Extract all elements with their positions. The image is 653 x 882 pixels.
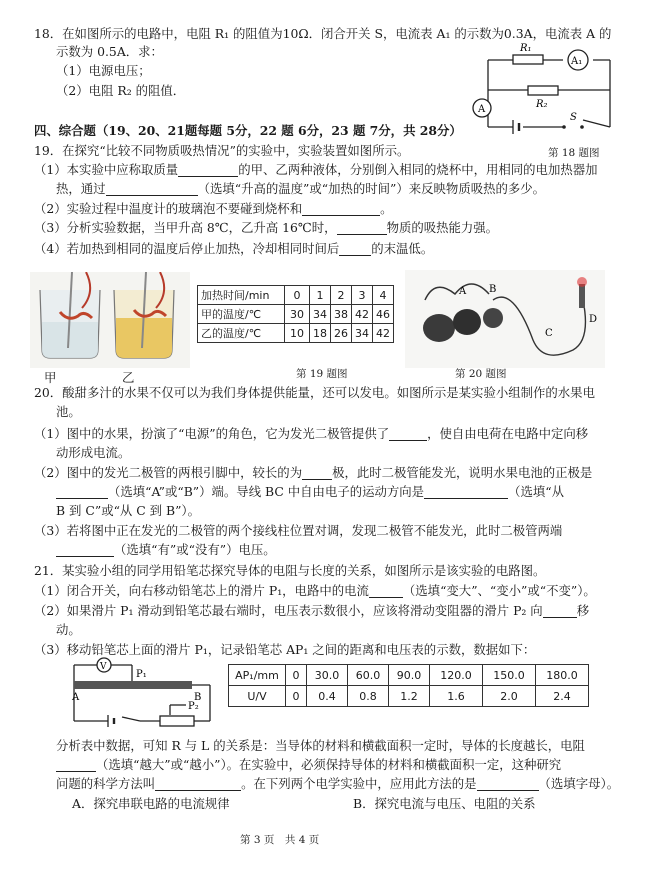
table-cell: U/V	[229, 686, 286, 707]
q21-analysis-line1: 分析表中数据，可知 R 与 L 的关系是：当导体的材料和横截面积一定时，导体的长度越长，电阻	[56, 738, 585, 753]
blank[interactable]	[369, 585, 403, 598]
table-cell: 3	[352, 286, 373, 305]
q20-s2-text-b: 极，此时二极管能发光，说明水果电池的正极是	[332, 465, 593, 480]
table-cell: 120.0	[430, 665, 483, 686]
blank[interactable]	[56, 759, 96, 772]
table-cell: 60.0	[348, 665, 389, 686]
q18-label-r1: R₁	[520, 43, 532, 54]
q21-s2-text-a: （2）如果滑片 P₁ 滑动到铅笔芯最右端时，电压表示数很小，应该将滑动变阻器的滑片 P₂ 向	[34, 603, 543, 618]
q21-analysis-text-e: （选填字母）。	[538, 776, 620, 791]
blank[interactable]	[302, 203, 380, 216]
q19-head: 19．在探究“比较不同物质吸热情况”的实验中，实验装置如图所示。	[34, 143, 410, 158]
q19-beaker-a-label: 甲	[44, 370, 57, 385]
q20-fruit-battery-photo	[405, 270, 605, 368]
q19-s2-text-a: （2）实验过程中温度计的玻璃泡不要碰到烧杯和	[34, 201, 303, 216]
table-cell: 42	[373, 324, 394, 343]
q20-s2-line3: B 到 C”或“从 C 到 B”）。	[56, 503, 201, 518]
table-cell: 18	[310, 324, 331, 343]
q19-s1-text-a: （1）本实验中应称取质量	[34, 162, 179, 177]
table-cell: 34	[310, 305, 331, 324]
q19-beakers-photo	[30, 272, 190, 368]
q20-label-b: B	[489, 284, 497, 295]
table-cell: 46	[373, 305, 394, 324]
q21-label-p2: P₂	[188, 701, 199, 712]
q21-label-v: V	[100, 662, 107, 672]
q21-s2-line1	[34, 604, 589, 618]
q19-s4	[34, 242, 433, 256]
table-cell: 34	[352, 324, 373, 343]
q21-s1	[34, 584, 596, 598]
q19-s1-line1	[34, 163, 598, 177]
q18-label-r2: R₂	[536, 99, 548, 110]
table-cell: 加热时间/min	[198, 286, 285, 305]
table-row	[229, 686, 589, 707]
q18-label-s: S	[570, 112, 577, 123]
q21-s3: （3）移动铅笔芯上面的滑片 P₁，记录铅笔芯 AP₁ 之间的距离和电压表的示数，数据如下：	[34, 642, 536, 657]
q20-line1: 20．酸甜多汁的水果不仅可以为我们身体提供能量，还可以发电。如图所示是某实验小组制作的水果电	[34, 385, 595, 400]
q20-s2-text-d: （选填“从	[508, 484, 564, 499]
q19-s3-text-a: （3）分析实验数据，当甲升高 8℃，乙升高 16℃时，	[34, 220, 337, 235]
page-footer: 第 3 页 共 4 页	[240, 834, 320, 846]
blank[interactable]	[339, 243, 371, 256]
blank[interactable]	[56, 544, 114, 557]
q20-label-a: A	[459, 286, 467, 297]
q18-circuit-diagram	[468, 40, 628, 140]
q18-line1: 18．在如图所示的电路中，电阻 R₁ 的阻值为10Ω．闭合开关 S，电流表 A₁ 的示数为0.3A，电流表 A 的	[34, 26, 612, 41]
q19-s1-text-b: 的甲、乙两种液体，分别倒入相同的烧杯中，用相同的电加热器加	[238, 162, 598, 177]
q21-s1-text-a: （1）闭合开关，向右移动铅笔芯上的滑片 P₁，电路中的电流	[34, 583, 369, 598]
blank[interactable]	[389, 428, 427, 441]
q21-label-b: B	[194, 692, 202, 703]
q19-data-table	[197, 285, 394, 343]
table-cell: 0	[285, 286, 310, 305]
q19-s2	[34, 202, 392, 216]
table-row	[229, 665, 589, 686]
q19-s1-text-c: 热，通过	[56, 181, 106, 196]
q19-s4-text-b: 的末温低。	[371, 241, 434, 256]
table-cell: 0	[286, 686, 307, 707]
q20-s2-line2	[56, 485, 564, 499]
blank[interactable]	[56, 486, 108, 499]
q19-s1-text-d: （选填“升高的温度”或“加热的时间”）来反映物质吸热的多少。	[197, 181, 546, 196]
table-row	[198, 324, 394, 343]
table-cell: 1	[310, 286, 331, 305]
q18-fig-caption: 第 18 题图	[548, 147, 600, 159]
q19-s2-text-b: 。	[380, 201, 393, 216]
q18-label-a: A	[478, 104, 486, 115]
q21-label-p1: P₁	[136, 669, 147, 680]
table-cell: 甲的温度/℃	[198, 305, 285, 324]
blank[interactable]	[106, 183, 198, 196]
q20-line2: 池。	[56, 404, 81, 419]
table-cell: 0	[286, 665, 307, 686]
table-cell: 2.4	[536, 686, 589, 707]
q20-s1-line2: 动形成电流。	[56, 445, 131, 460]
q20-s2-text-c: （选填“A”或“B”）端。导线 BC 中自由电子的运动方向是	[108, 484, 425, 499]
q19-beaker-b-label: 乙	[122, 370, 135, 385]
q20-s3-line1: （3）若将图中正在发光的二极管的两个接线柱位置对调，发现二极管不能发光，此时二极管两端	[34, 523, 563, 538]
table-cell: 26	[331, 324, 352, 343]
q19-s1-line2	[56, 182, 545, 196]
section-heading: 四、综合题（19、20、21题每题 5分，22 题 6分，23 题 7分，共 28分）	[34, 123, 462, 138]
table-cell: 180.0	[536, 665, 589, 686]
q21-analysis-text-c: 问题的科学方法叫	[56, 776, 156, 791]
q21-s1-text-b: （选填“变大”、“变小”或“不变”）。	[402, 583, 596, 598]
q20-s3-text-b: （选填“有”或“没有”）电压。	[114, 542, 276, 557]
table-cell: 42	[352, 305, 373, 324]
table-row	[198, 305, 394, 324]
blank[interactable]	[424, 486, 508, 499]
q21-line1: 21．某实验小组的同学用铅笔芯探究导体的电阻与长度的关系，如图所示是该实验的电路图。	[34, 563, 546, 578]
blank[interactable]	[477, 778, 539, 791]
q21-s2-line2: 动。	[56, 622, 81, 637]
q21-analysis-text-b: （选填“越大”或“越小”）。在实验中，必须保持导体的材料和横截面积一定，这种研究	[96, 757, 562, 772]
q21-label-a: A	[72, 692, 80, 703]
table-row	[198, 286, 394, 305]
q19-fig-caption: 第 19 题图	[296, 368, 348, 380]
q18-sub1: （1）电源电压；	[56, 63, 151, 78]
q21-data-table	[228, 664, 589, 707]
table-cell: 10	[285, 324, 310, 343]
q20-s3-line2	[56, 543, 276, 557]
blank[interactable]	[302, 467, 332, 480]
blank[interactable]	[337, 222, 387, 235]
q21-option-a: A．探究串联电路的电流规律	[72, 796, 230, 811]
q20-s1-text-b: ，使自由电荷在电路中定向移	[427, 426, 589, 441]
q21-s2-text-b: 移	[576, 603, 590, 618]
table-cell: 150.0	[483, 665, 536, 686]
table-cell: 1.2	[389, 686, 430, 707]
table-cell: 1.6	[430, 686, 483, 707]
table-cell: AP₁/mm	[229, 665, 286, 686]
q20-fig-caption: 第 20 题图	[455, 368, 507, 380]
blank[interactable]	[155, 778, 241, 791]
q20-s1-line1	[34, 427, 588, 441]
q19-s4-text-a: （4）若加热到相同的温度后停止加热，冷却相同时间后	[34, 241, 340, 256]
table-cell: 2.0	[483, 686, 536, 707]
table-cell: 30	[285, 305, 310, 324]
table-cell: 乙的温度/℃	[198, 324, 285, 343]
q21-circuit-diagram	[60, 655, 220, 735]
q21-analysis-line3	[56, 777, 619, 791]
q21-analysis-text-d: 。在下列两个电学实验中，应用此方法的是	[241, 776, 477, 791]
table-cell: 90.0	[389, 665, 430, 686]
q20-label-d: D	[589, 314, 598, 325]
q19-s3	[34, 221, 498, 235]
table-cell: 4	[373, 286, 394, 305]
blank[interactable]	[178, 164, 238, 177]
table-cell: 2	[331, 286, 352, 305]
q19-s3-text-b: 物质的吸热能力强。	[386, 220, 499, 235]
q20-label-c: C	[545, 328, 553, 339]
q21-analysis-line2	[56, 758, 561, 772]
q21-option-b: B．探究电流与电压、电阻的关系	[353, 796, 536, 811]
q20-s2-text-a: （2）图中的发光二极管的两根引脚中，较长的为	[34, 465, 303, 480]
q18-sub2: （2）电阻 R₂ 的阻值．	[56, 83, 186, 98]
q20-s1-text-a: （1）图中的水果，扮演了“电源”的角色，它为发光二极管提供了	[34, 426, 390, 441]
table-cell: 0.4	[307, 686, 348, 707]
table-cell: 30.0	[307, 665, 348, 686]
table-cell: 0.8	[348, 686, 389, 707]
blank[interactable]	[543, 605, 577, 618]
table-cell: 38	[331, 305, 352, 324]
q18-label-a1: A₁	[571, 56, 583, 67]
q20-s2-line1	[34, 466, 592, 480]
q18-line2: 示数为 0.5A．求：	[56, 44, 163, 59]
